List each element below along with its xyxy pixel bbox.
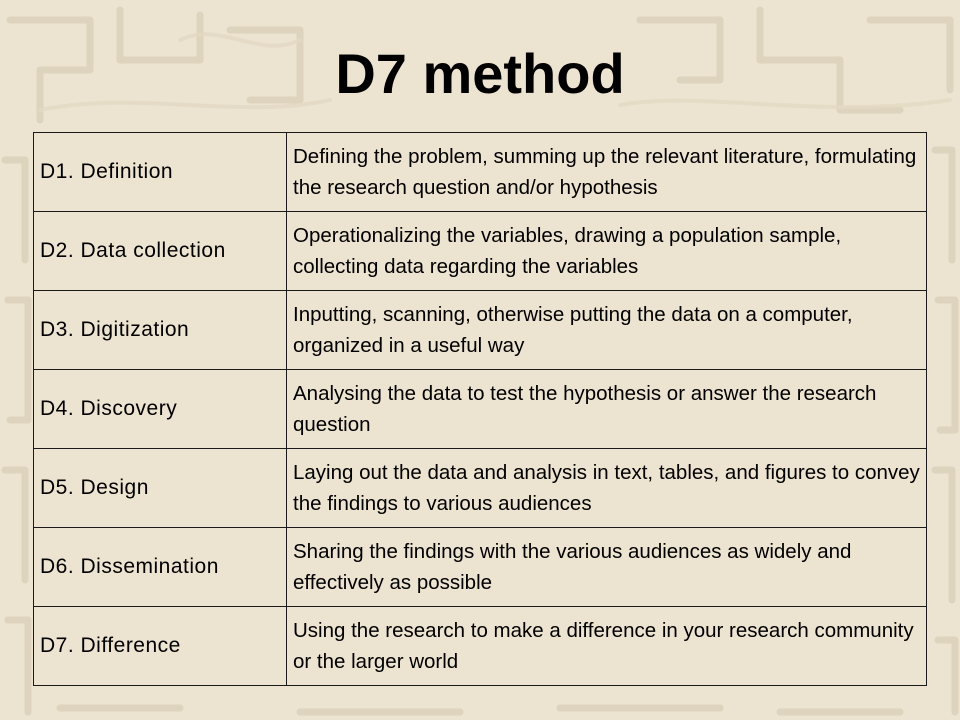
table-row <box>34 449 927 528</box>
step-term: D6. Dissemination <box>34 528 287 607</box>
step-term: D4. Discovery <box>34 370 287 449</box>
table-row <box>34 607 927 686</box>
step-description: Inputting, scanning, otherwise putting the data on a computer, organized in a useful way <box>287 291 927 370</box>
step-term: D3. Digitization <box>34 291 287 370</box>
step-term: D2. Data collection <box>34 212 287 291</box>
step-description: Using the research to make a difference in your research community or the larger world <box>287 607 927 686</box>
table-row <box>34 370 927 449</box>
step-term: D5. Design <box>34 449 287 528</box>
step-term: D1. Definition <box>34 133 287 212</box>
step-description: Defining the problem, summing up the relevant literature, formulating the research question and/or hypothesis <box>287 133 927 212</box>
table-row <box>34 212 927 291</box>
step-description: Analysing the data to test the hypothesis or answer the research question <box>287 370 927 449</box>
table-row <box>34 133 927 212</box>
step-description: Sharing the findings with the various audiences as widely and effectively as possible <box>287 528 927 607</box>
table-row <box>34 528 927 607</box>
table-row <box>34 291 927 370</box>
step-description: Operationalizing the variables, drawing a population sample, collecting data regarding the variables <box>287 212 927 291</box>
d7-method-table <box>33 132 927 686</box>
page-title: D7 method <box>335 42 625 105</box>
step-term: D7. Difference <box>34 607 287 686</box>
step-description: Laying out the data and analysis in text, tables, and figures to convey the findings to various audiences <box>287 449 927 528</box>
